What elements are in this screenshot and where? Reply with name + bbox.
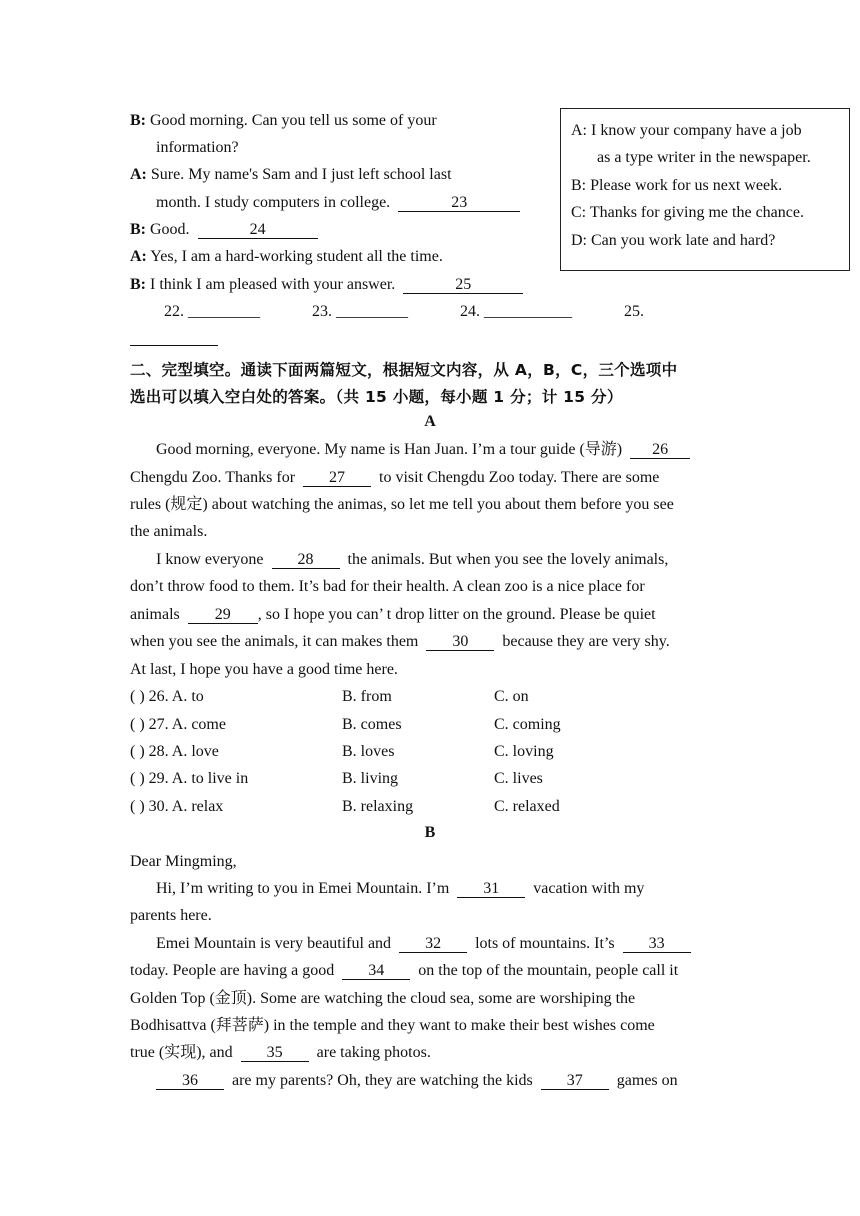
dialogue-line: B: Good. 24 bbox=[130, 220, 318, 240]
cloze-blank[interactable]: 32 bbox=[399, 936, 467, 953]
cloze-blank[interactable]: 34 bbox=[342, 963, 410, 980]
answer-25-line bbox=[130, 345, 218, 346]
dialogue-line: information? bbox=[156, 139, 239, 156]
cloze-blank[interactable]: 37 bbox=[541, 1073, 609, 1090]
passage-line: animals 29 , so I hope you can’ t drop litter on the ground. Please be quiet bbox=[130, 606, 656, 623]
passage-line: parents here. bbox=[130, 907, 212, 924]
option-choice[interactable]: B. comes bbox=[342, 716, 402, 733]
passage-title-b: B bbox=[424, 824, 436, 841]
answer-25[interactable]: 25. bbox=[624, 303, 644, 320]
passage-line: don’t throw food to them. It’s bad for their health. A clean zoo is a nice place for bbox=[130, 578, 645, 595]
cloze-blank[interactable]: 28 bbox=[272, 552, 340, 569]
passage-line: today. People are having a good 34 on the top of the mountain, people call it bbox=[130, 962, 679, 979]
dialogue-line: A: Yes, I am a hard-working student all the time. bbox=[130, 248, 443, 265]
answer-blank[interactable]: 25 bbox=[403, 277, 523, 294]
question-number[interactable]: ( ) 28. A. love bbox=[130, 743, 219, 760]
passage-line: when you see the animals, it can makes them 30 because they are very shy. bbox=[130, 633, 670, 650]
option-a: A: I know your company have a job bbox=[571, 122, 802, 139]
dialogue-line: month. I study computers in college. 23 bbox=[156, 193, 520, 213]
cloze-blank[interactable]: 27 bbox=[303, 470, 371, 487]
passage-line: At last, I hope you have a good time here. bbox=[130, 661, 398, 678]
passage-line: 36 are my parents? Oh, they are watching the kids 37 games on bbox=[156, 1071, 678, 1091]
passage-line: true (实现), and 35 are taking photos. bbox=[130, 1044, 431, 1061]
question-number[interactable]: ( ) 30. A. relax bbox=[130, 798, 224, 815]
answer-22[interactable]: 22. _________ bbox=[164, 303, 260, 320]
section-heading-cont: 选出可以填入空白处的答案。（共 15 小题，每小题 1 分；计 15 分） bbox=[130, 388, 623, 406]
option-b: B: Please work for us next week. bbox=[571, 177, 783, 194]
option-choice[interactable]: C. coming bbox=[494, 716, 561, 733]
passage-line: Emei Mountain is very beautiful and 32 lots of mountains. It’s 33 bbox=[156, 934, 691, 954]
option-choice[interactable]: B. loves bbox=[342, 743, 395, 760]
passage-title-a: A bbox=[424, 413, 436, 430]
answer-23[interactable]: 23. _________ bbox=[312, 303, 408, 320]
cloze-blank[interactable]: 33 bbox=[623, 936, 691, 953]
passage-line: Good morning, everyone. My name is Han Juan. I’m a tour guide (导游) 26 bbox=[156, 440, 690, 460]
question-number[interactable]: ( ) 27. A. come bbox=[130, 716, 226, 733]
option-d: D: Can you work late and hard? bbox=[571, 232, 776, 249]
answer-24[interactable]: 24. ___________ bbox=[460, 303, 572, 320]
dialogue-line: A: Sure. My name's Sam and I just left school last bbox=[130, 166, 452, 183]
passage-line: Golden Top (金顶). Some are watching the cloud sea, some are worshiping the bbox=[130, 990, 636, 1007]
option-choice[interactable]: B. from bbox=[342, 688, 392, 705]
passage-line: rules (规定) about watching the animas, so let me tell you about them before you see bbox=[130, 496, 674, 513]
dialogue-line: B: I think I am pleased with your answer. 25 bbox=[130, 275, 523, 295]
option-c: C: Thanks for giving me the chance. bbox=[571, 204, 804, 221]
cloze-blank[interactable]: 30 bbox=[426, 634, 494, 651]
cloze-blank[interactable]: 35 bbox=[241, 1045, 309, 1062]
option-choice[interactable]: C. on bbox=[494, 688, 529, 705]
cloze-blank[interactable]: 29 bbox=[188, 607, 258, 624]
cloze-blank[interactable]: 26 bbox=[630, 442, 690, 459]
passage-line: Chengdu Zoo. Thanks for 27 to visit Chengdu Zoo today. There are some bbox=[130, 469, 660, 486]
question-number[interactable]: ( ) 26. A. to bbox=[130, 688, 204, 705]
passage-line: I know everyone 28 the animals. But when you see the lovely animals, bbox=[156, 551, 669, 568]
cloze-blank[interactable]: 36 bbox=[156, 1073, 224, 1090]
passage-line: the animals. bbox=[130, 523, 208, 540]
option-a-cont: as a type writer in the newspaper. bbox=[597, 149, 811, 166]
letter-greeting: Dear Mingming, bbox=[130, 853, 237, 870]
options-box bbox=[560, 108, 850, 271]
passage-line: Hi, I’m writing to you in Emei Mountain. I’m 31 vacation with my bbox=[156, 880, 645, 897]
dialogue-line: B: Good morning. Can you tell us some of your bbox=[130, 112, 437, 129]
section-heading: 二、完型填空。通读下面两篇短文，根据短文内容，从 A，B，C，三个选项中 bbox=[130, 361, 678, 379]
answer-blank[interactable]: 23 bbox=[398, 195, 520, 212]
answer-blank[interactable]: 24 bbox=[198, 222, 318, 239]
option-choice[interactable]: B. relaxing bbox=[342, 798, 414, 815]
cloze-blank[interactable]: 31 bbox=[457, 881, 525, 898]
option-choice[interactable]: C. lives bbox=[494, 770, 543, 787]
passage-line: Bodhisattva (拜菩萨) in the temple and they want to make their best wishes come bbox=[130, 1017, 655, 1034]
option-choice[interactable]: B. living bbox=[342, 770, 399, 787]
question-number[interactable]: ( ) 29. A. to live in bbox=[130, 770, 249, 787]
option-choice[interactable]: C. loving bbox=[494, 743, 554, 760]
option-choice[interactable]: C. relaxed bbox=[494, 798, 560, 815]
